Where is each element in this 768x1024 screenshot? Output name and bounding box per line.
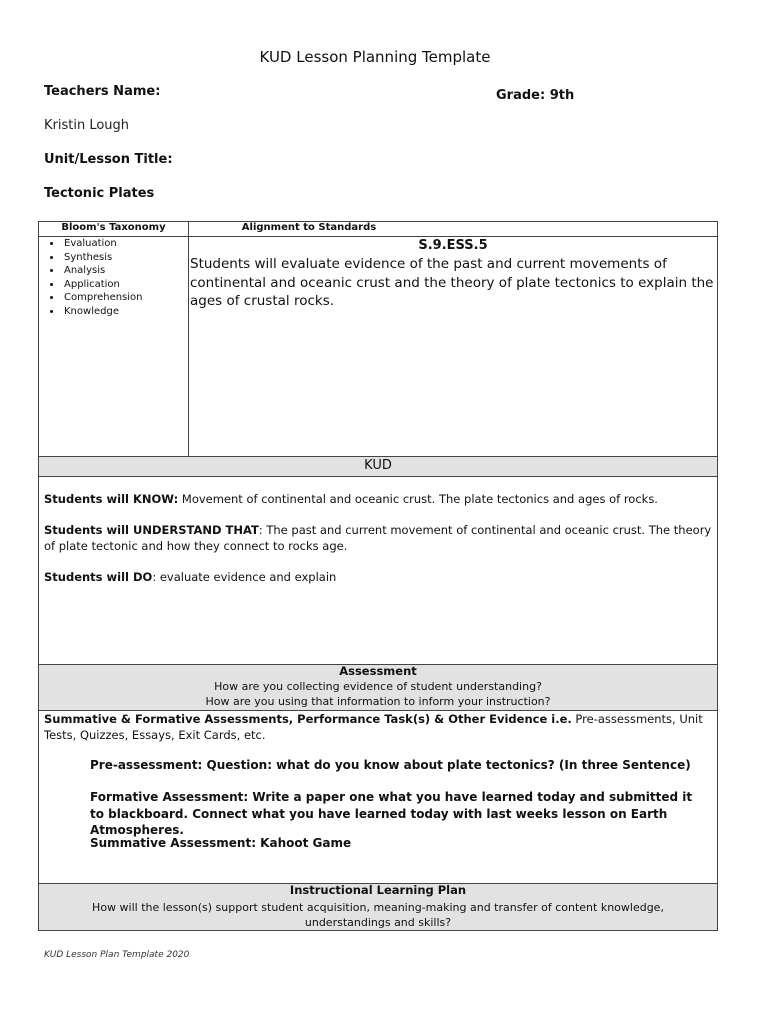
do-statement xyxy=(44,569,712,585)
standard-code: S.9.ESS.5 xyxy=(418,238,488,253)
summative-text: : Kahoot Game xyxy=(251,836,352,850)
teacher-name-value: Kristin Lough xyxy=(44,118,130,133)
blooms-item: • Evaluation xyxy=(62,237,208,251)
blooms-item: • Application xyxy=(62,278,208,292)
standard-text: Students will evaluate evidence of the past and current movements of continental and oceanic crust and the theory of plate tectonics to explain the ages of crustal rocks. xyxy=(190,256,714,309)
teachers-name-label: Teachers Name: xyxy=(44,84,161,99)
document-title: KUD Lesson Planning Template xyxy=(259,48,491,66)
summative-label: Summative Assessment xyxy=(90,836,252,850)
instructional-header: Instructional Learning Plan xyxy=(289,883,467,897)
know-label: Students will KNOW: xyxy=(44,492,179,506)
unit-title-value: Tectonic Plates xyxy=(44,186,155,201)
understand-statement xyxy=(44,522,712,554)
grade-label: Grade: xyxy=(496,88,546,103)
grade-value: 9th xyxy=(549,88,575,103)
grade-field xyxy=(496,88,574,103)
know-statement xyxy=(44,491,712,507)
assessment-question-2: How are you using that information to inform your instruction? xyxy=(205,695,551,708)
assessment-summary-text: Pre-assessments, Unit Tests, Quizzes, Essays, Exit Cards, etc. xyxy=(44,712,703,742)
blooms-taxonomy-header: Bloom's Taxonomy xyxy=(61,222,166,233)
kud-header: KUD xyxy=(364,458,392,473)
know-text: Movement of continental and oceanic crust. The plate tectonics and ages of rocks. xyxy=(181,492,658,506)
instructional-question: How will the lesson(s) support student acquisition, meaning-making and transfer of content knowledge, understandings and skills? xyxy=(92,901,664,929)
footer-text: KUD Lesson Plan Template 2020 xyxy=(44,950,190,960)
do-text: : evaluate evidence and explain xyxy=(152,570,337,584)
blooms-item: • Synthesis xyxy=(62,251,208,265)
alignment-standards-header: Alignment to Standards xyxy=(241,222,377,233)
summative-assessment xyxy=(90,836,710,850)
assessment-header: Assessment xyxy=(339,664,417,678)
do-label: Students will DO xyxy=(44,570,153,584)
pre-assessment: Pre-assessment: Question: what do you know about plate tectonics? (In three Sentence) xyxy=(90,758,691,772)
understand-text: : The past and current movement of continental and oceanic crust. The theory of plate tectonic and how they connect to rocks age. xyxy=(44,523,712,553)
blooms-item: • Analysis xyxy=(62,264,208,278)
blooms-list xyxy=(40,237,208,318)
unit-title-label: Unit/Lesson Title: xyxy=(44,152,173,167)
assessment-summary-label: Summative & Formative Assessments, Performance Task(s) & Other Evidence i.e. xyxy=(44,712,572,726)
understand-label: Students will UNDERSTAND THAT xyxy=(44,523,259,537)
formative-assessment: Formative Assessment: Write a paper one what you have learned today and submitted it to blackboard. Connect what you have learned today with last weeks lesson on Earth Atmospheres. xyxy=(90,790,693,837)
assessment-summary xyxy=(44,711,712,743)
assessment-question-1: How are you collecting evidence of student understanding? xyxy=(214,680,542,693)
blooms-item: • Knowledge xyxy=(62,305,208,319)
blooms-item: • Comprehension xyxy=(62,291,208,305)
